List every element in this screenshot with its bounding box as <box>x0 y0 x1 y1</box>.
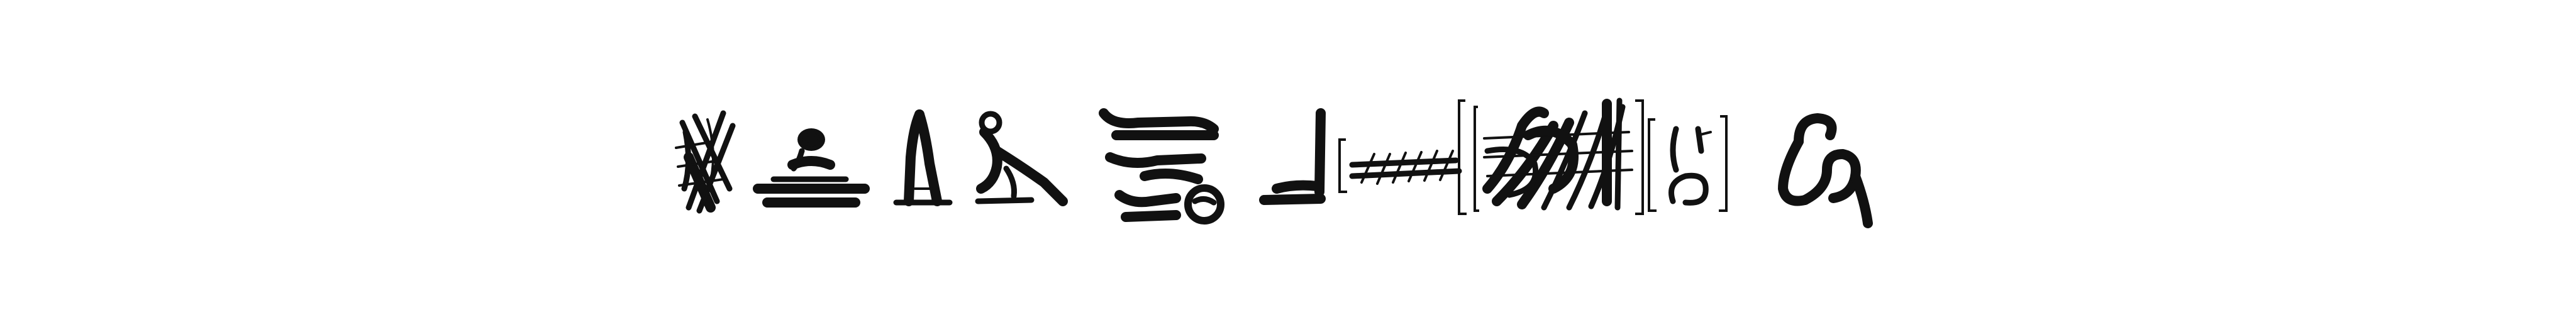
coiled-glyph <box>1783 118 1868 223</box>
hatched-lacuna-glyph <box>1340 101 1643 214</box>
bird-glyph <box>978 114 1063 201</box>
seated-figure-glyph <box>758 128 865 203</box>
hatched-plant-glyph <box>676 113 733 211</box>
stacked-signs-glyph <box>1104 113 1221 221</box>
bracketed-loop-glyph <box>1649 116 1726 211</box>
vertical-stroke-glyph <box>1264 113 1321 200</box>
triangle-glyph <box>896 114 950 203</box>
